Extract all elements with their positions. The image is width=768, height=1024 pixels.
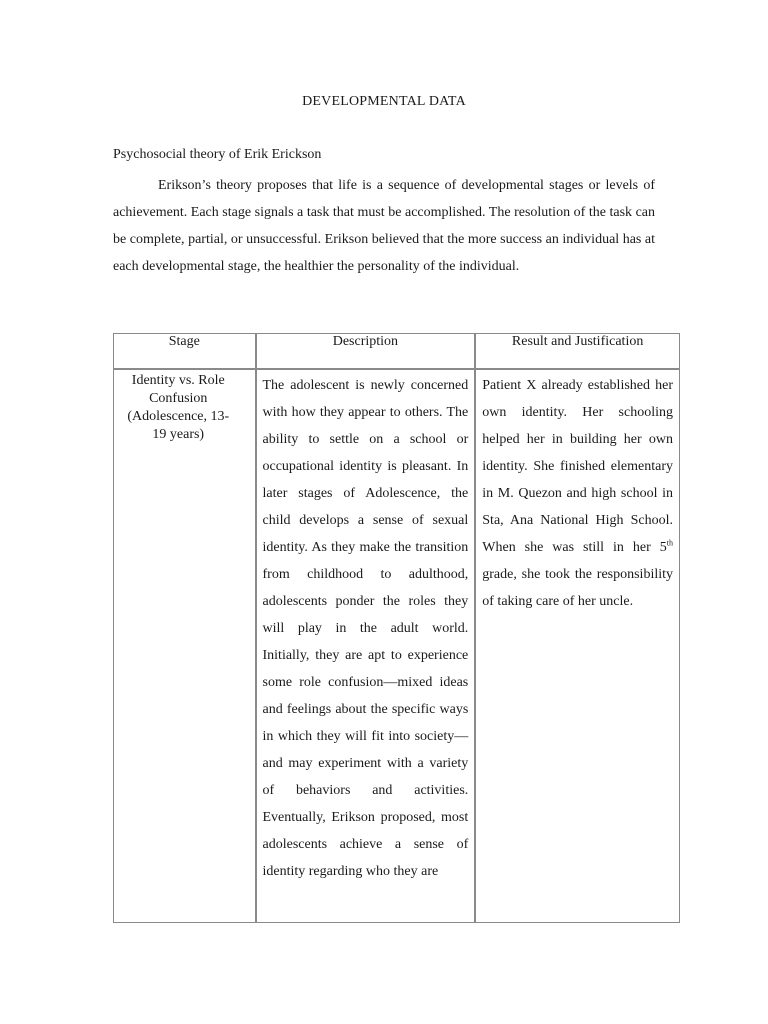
header-description: Description	[256, 333, 476, 369]
result-text-part1: Patient X already established her own identity. Her schooling helped her in building her own identity. She finished elementary in M. Quezon and high school in Sta, Ana National High School. When she was still in her 5	[482, 378, 673, 555]
description-cell: The adolescent is newly concerned with how they appear to others. The ability to settle on a school or occupational identity is pleasant. In later stages of Adolescence, the child develops a sense of sexual identity. As they make the transition from childhood to adulthood, adolescents ponder the roles they will play in the adult world. Initially, they are apt to experience some role confusion—mixed ideas and feelings about the specific ways in which they will fit into society—and may experiment with a variety of behaviors and activities. Eventually, Erikson proposed, most adolescents achieve a sense of identity regarding who they are	[256, 369, 476, 923]
stage-table	[113, 333, 680, 923]
section-heading: Psychosocial theory of Erik Erickson	[113, 147, 322, 162]
result-text-part2: grade, she took the responsibility of taking care of her uncle.	[482, 567, 673, 609]
result-cell	[475, 369, 680, 923]
header-result: Result and Justification	[475, 333, 680, 369]
table-row	[113, 369, 680, 923]
document-title: DEVELOPMENTAL DATA	[302, 94, 466, 109]
stage-cell: Identity vs. Role Confusion (Adolescence, 13-19 years)	[113, 369, 256, 923]
intro-paragraph: Erikson’s theory proposes that life is a sequence of developmental stages or levels of achievement. Each stage signals a task that must be accomplished. The resolution of the task can be complete, partial, or unsuccessful. Erikson believed that the more success an individual has at each developmental stage, the healthier the personality of the individual.	[113, 178, 655, 274]
result-superscript: th	[666, 538, 673, 548]
table-header-row	[113, 333, 680, 369]
header-stage: Stage	[113, 333, 256, 369]
